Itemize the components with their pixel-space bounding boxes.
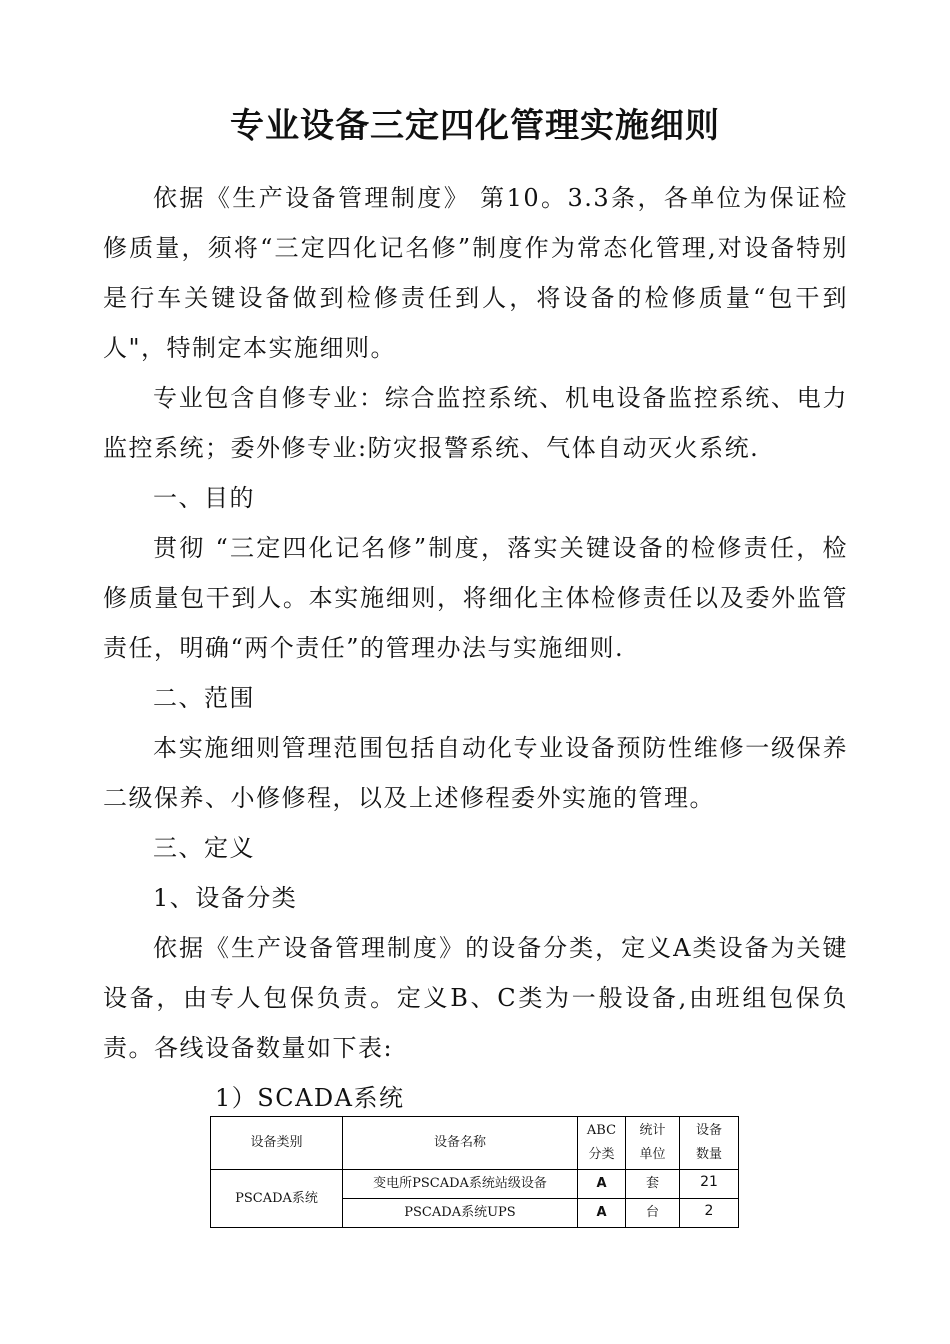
heading-definition: 三、定义 — [153, 834, 255, 862]
table-row — [211, 1170, 739, 1199]
paragraph-purpose: 贯彻 “三定四化记名修”制度，落实关键设备的检修责任，检修质量包干到人。本实施细则，将细化主体检修责任以及委外监管责任，明确“两个责任”的管理办法与实施细则. — [103, 534, 848, 662]
header-name: 设备名称 — [343, 1117, 578, 1170]
header-abc: ABC 分类 — [578, 1117, 626, 1170]
heading-range: 二、范围 — [153, 684, 255, 712]
cell-group: PSCADA系统 — [211, 1170, 343, 1228]
cell-abc: A — [578, 1170, 626, 1199]
cell-name: 变电所PSCADA系统站级设备 — [343, 1170, 578, 1199]
equipment-table — [210, 1116, 739, 1228]
subheading-scada: 1）SCADA系统 — [215, 1084, 405, 1112]
cell-unit: 台 — [626, 1199, 680, 1228]
cell-name: PSCADA系统UPS — [343, 1199, 578, 1228]
document-body — [103, 173, 848, 1123]
paragraph-basis: 依据《生产设备管理制度》 第10。3.3条，各单位为保证检修质量，须将“三定四化记名修”制度作为常态化管理,对设备特别是行车关键设备做到检修责任到人，将设备的检修质量“包干到人"，特制定本实施细则。 — [103, 184, 848, 362]
header-qty: 设备 数量 — [680, 1117, 739, 1170]
heading-classification: 1、设备分类 — [153, 884, 298, 912]
cell-qty: 21 — [680, 1170, 739, 1199]
cell-abc: A — [578, 1199, 626, 1228]
table-header-row — [211, 1117, 739, 1170]
cell-qty: 2 — [680, 1199, 739, 1228]
header-category: 设备类别 — [211, 1117, 343, 1170]
paragraph-range: 本实施细则管理范围包括自动化专业设备预防性维修一级保养二级保养、小修修程，以及上述修程委外实施的管理。 — [103, 734, 848, 812]
cell-unit: 套 — [626, 1170, 680, 1199]
document-title: 专业设备三定四化管理实施细则 — [230, 106, 720, 146]
header-unit: 统计 单位 — [626, 1117, 680, 1170]
paragraph-classification: 依据《生产设备管理制度》的设备分类，定义A类设备为关键设备，由专人包保负责。定义B、C类为一般设备,由班组包保负责。各线设备数量如下表: — [103, 934, 848, 1062]
paragraph-scope-specialties: 专业包含自修专业：综合监控系统、机电设备监控系统、电力监控系统；委外修专业:防灾报警系统、气体自动灭火系统. — [103, 384, 848, 462]
heading-purpose: 一、目的 — [153, 484, 255, 512]
